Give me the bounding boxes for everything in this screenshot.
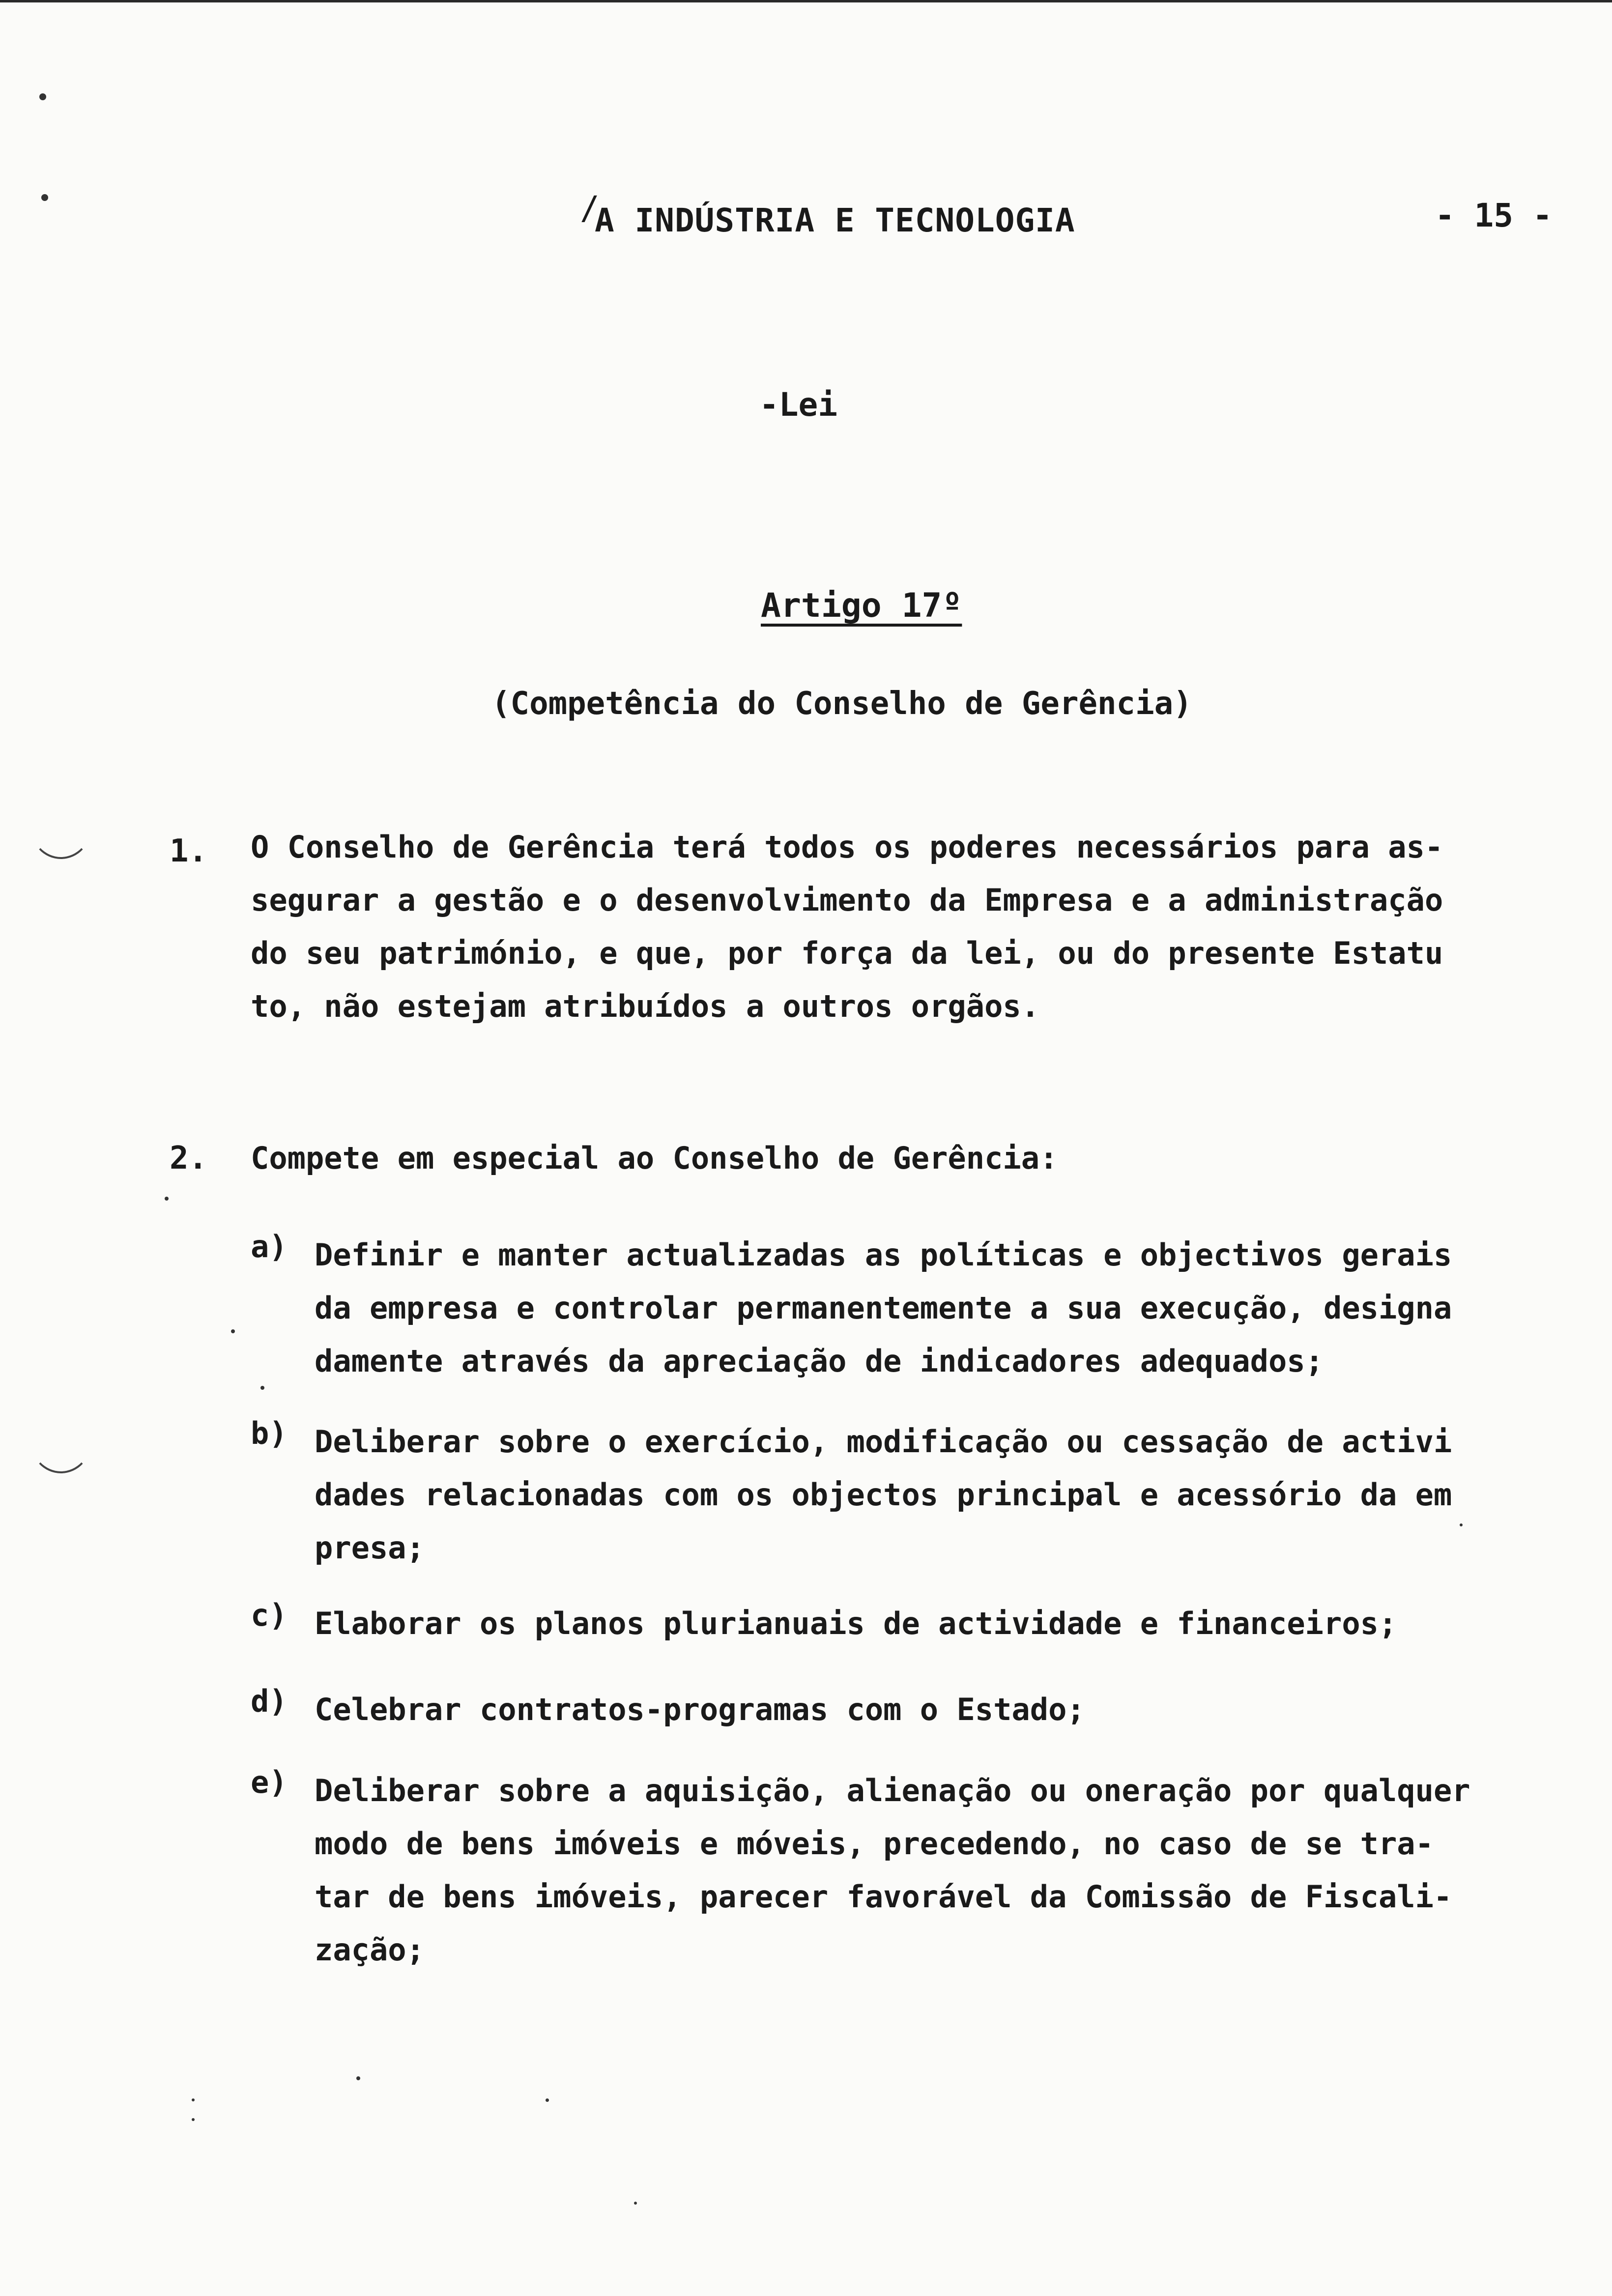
paragraph-body: [251, 821, 1553, 1033]
item-line: zação;: [315, 1932, 425, 1968]
scan-speck: [39, 93, 46, 100]
margin-mark: /: [580, 189, 600, 227]
item-line: damente através da apreciação de indicadores adequados;: [315, 1343, 1324, 1379]
scan-speck: [356, 2076, 360, 2080]
article-heading: Artigo 17º: [761, 586, 962, 625]
item-line: da empresa e controlar permanentemente a sua execução, designa: [315, 1290, 1452, 1326]
item-label: d): [251, 1683, 288, 1719]
scan-speck: [1460, 1523, 1463, 1526]
scan-mark: [29, 791, 92, 859]
paragraph-number: 2.: [170, 1140, 208, 1177]
item-text: [315, 1764, 1592, 1977]
scan-speck: [165, 1197, 169, 1201]
scan-mark: [29, 1406, 92, 1473]
item-text: [315, 1415, 1592, 1575]
scan-speck: [231, 1329, 235, 1333]
item-label: e): [251, 1764, 288, 1800]
item-label: a): [251, 1229, 288, 1264]
item-line: dades relacionadas com os objectos principal e acessório da em: [315, 1477, 1452, 1513]
item-line: Deliberar sobre o exercício, modificação ou cessação de activi: [315, 1424, 1452, 1460]
item-line: Celebrar contratos-programas com o Estado;: [315, 1692, 1085, 1727]
scan-speck: [192, 2098, 195, 2101]
paragraph-line: O Conselho de Gerência terá todos os poderes necessários para as-: [251, 829, 1443, 865]
scan-speck: [260, 1386, 264, 1390]
running-header-title: A INDÚSTRIA E TECNOLOGIA: [595, 201, 1075, 239]
scan-speck: [634, 2202, 637, 2205]
item-text: [315, 1683, 1592, 1736]
item-text: [315, 1229, 1592, 1388]
item-line: tar de bens imóveis, parecer favorável da Comissão de Fiscali-: [315, 1879, 1452, 1915]
section-label: -Lei: [759, 386, 837, 424]
paragraph-line: segurar a gestão e o desenvolvimento da Empresa e a administração: [251, 882, 1443, 918]
paragraph-line: to, não estejam atribuídos a outros orgãos.: [251, 988, 1040, 1024]
item-line: modo de bens imóveis e móveis, precedendo, no caso de se tra-: [315, 1826, 1434, 1862]
paragraph-intro: Compete em especial ao Conselho de Gerência:: [251, 1140, 1058, 1176]
scan-speck: [192, 2118, 195, 2121]
page-number: - 15 -: [1435, 197, 1553, 234]
paragraph-number: 1.: [170, 833, 208, 869]
item-label: c): [251, 1597, 288, 1633]
item-line: Definir e manter actualizadas as políticas e objectivos gerais: [315, 1237, 1452, 1273]
item-line: presa;: [315, 1530, 425, 1566]
scan-speck: [546, 2098, 549, 2102]
item-text: [315, 1597, 1592, 1650]
item-line: Deliberar sobre a aquisição, alienação ou oneração por qualquer: [315, 1773, 1470, 1808]
item-label: b): [251, 1415, 288, 1451]
scan-speck: [41, 194, 48, 201]
paragraph-line: do seu património, e que, por força da lei, ou do presente Estatu: [251, 935, 1443, 971]
article-subtitle: (Competência do Conselho de Gerência): [491, 686, 1192, 722]
item-line: Elaborar os planos plurianuais de actividade e financeiros;: [315, 1606, 1397, 1641]
top-border-line: [0, 0, 1612, 2]
